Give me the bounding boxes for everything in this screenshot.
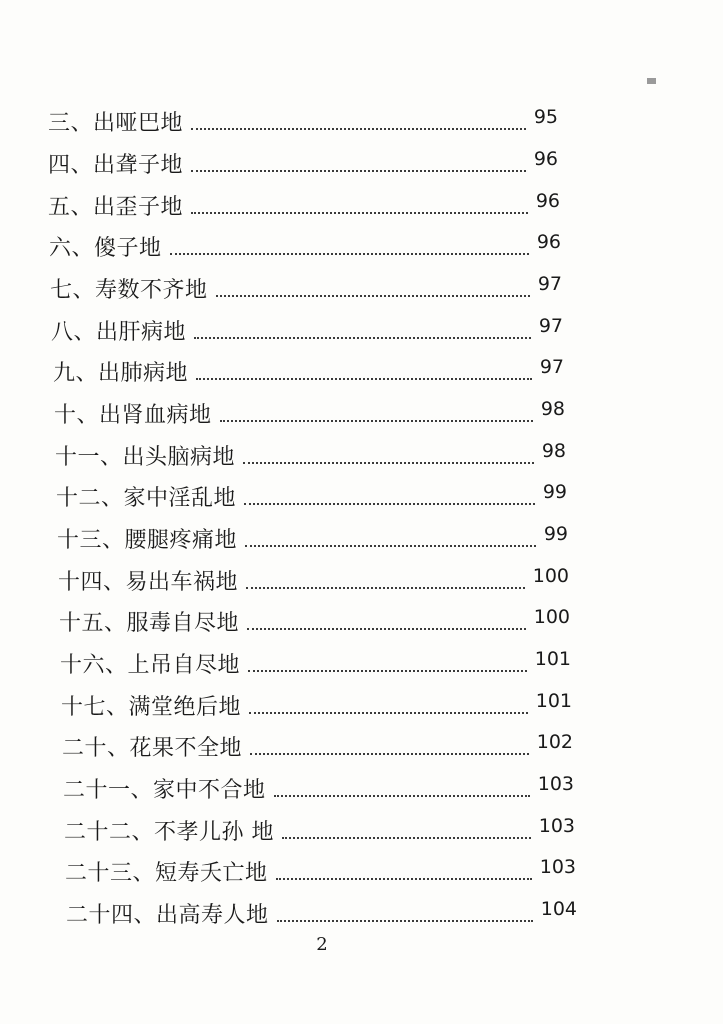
dot-leader — [194, 337, 531, 339]
toc-entry-title: 二十二、不孝儿孙 地 — [64, 820, 274, 845]
toc-entry-page: 97 — [539, 356, 564, 378]
toc-entry — [65, 858, 576, 888]
toc-entry — [59, 608, 570, 638]
dot-leader — [244, 503, 535, 505]
toc-entry-page: 100 — [533, 606, 570, 628]
dot-leader — [249, 712, 528, 714]
toc-entry — [63, 775, 574, 805]
toc-entry — [58, 567, 569, 597]
toc-entry-page: 97 — [538, 315, 563, 337]
toc-entry — [51, 317, 563, 347]
dot-leader — [170, 253, 529, 255]
toc-entry-title: 十、出肾血病地 — [54, 403, 212, 428]
dot-leader — [191, 212, 528, 214]
toc-entry — [57, 525, 568, 555]
toc-entry-page: 101 — [535, 690, 572, 712]
toc-entry — [53, 358, 564, 388]
toc-entry — [56, 483, 567, 513]
dot-leader — [282, 837, 531, 839]
scan-mark — [647, 78, 656, 84]
toc-entry-page: 103 — [537, 773, 574, 795]
toc-entry — [64, 817, 575, 847]
toc-entry-title: 十四、易出车祸地 — [58, 570, 239, 595]
toc-entry-page: 99 — [543, 523, 568, 545]
toc-entry-title: 十六、上吊自尽地 — [60, 653, 241, 678]
toc-entry-title: 六、傻子地 — [49, 236, 162, 261]
dot-leader — [276, 878, 532, 880]
toc-entry — [48, 108, 558, 138]
dot-leader — [274, 795, 530, 797]
dot-leader — [277, 920, 533, 922]
toc-entry-title: 十七、满堂绝后地 — [61, 695, 242, 720]
toc-entry-title: 四、出聋子地 — [48, 153, 184, 178]
dot-leader — [191, 170, 526, 172]
toc-entry-page: 100 — [532, 565, 569, 587]
toc-entry-page: 97 — [537, 273, 562, 295]
dot-leader — [246, 587, 525, 589]
toc-entry-title: 十一、出头脑病地 — [55, 445, 236, 470]
dot-leader — [216, 295, 530, 297]
dot-leader — [247, 628, 526, 630]
dot-leader — [220, 420, 533, 422]
toc-entry-title: 五、出歪子地 — [48, 195, 184, 220]
toc-entry-title: 十三、腰腿疼痛地 — [57, 528, 238, 553]
toc-entry-title: 二十一、家中不合地 — [63, 778, 266, 803]
toc-entry — [66, 900, 577, 930]
toc-entry-title: 七、寿数不齐地 — [50, 278, 208, 303]
page-number: 2 — [316, 934, 328, 955]
toc-entry-page: 101 — [534, 648, 571, 670]
toc-entry — [49, 233, 561, 263]
toc-entry-title: 二十、花果不全地 — [62, 736, 243, 761]
toc-entry-title: 十二、家中淫乱地 — [56, 486, 237, 511]
toc-entry-page: 95 — [533, 106, 558, 128]
dot-leader — [250, 753, 529, 755]
toc-entry — [48, 150, 558, 180]
toc-entry-title: 九、出肺病地 — [53, 361, 189, 386]
dot-leader — [191, 128, 526, 130]
toc-entry-title: 八、出肝病地 — [51, 320, 187, 345]
toc-entry-page: 96 — [533, 148, 558, 170]
toc-entry — [50, 275, 562, 305]
toc-entry-page: 96 — [536, 231, 561, 253]
toc-entry-page: 96 — [535, 190, 560, 212]
toc-entry — [48, 192, 560, 222]
toc-entry-page: 98 — [540, 398, 565, 420]
toc-entry — [62, 733, 573, 763]
toc-entry-title: 十五、服毒自尽地 — [59, 611, 240, 636]
dot-leader — [245, 545, 536, 547]
dot-leader — [196, 378, 532, 380]
toc-entry — [54, 400, 565, 430]
toc-entry-title: 二十三、短寿夭亡地 — [65, 861, 268, 886]
toc-entry-page: 103 — [538, 815, 575, 837]
toc-entry-page: 103 — [539, 856, 576, 878]
dot-leader — [243, 462, 534, 464]
dot-leader — [248, 670, 527, 672]
toc-entry — [55, 442, 566, 472]
toc-entry-title: 三、出哑巴地 — [48, 111, 184, 136]
toc-entry — [61, 692, 572, 722]
toc-entry — [60, 650, 571, 680]
toc-entry-title: 二十四、出高寿人地 — [66, 903, 269, 928]
toc-entry-page: 99 — [542, 481, 567, 503]
toc-entry-page: 98 — [541, 440, 566, 462]
toc-entry-page: 104 — [540, 898, 577, 920]
toc-entry-page: 102 — [536, 731, 573, 753]
